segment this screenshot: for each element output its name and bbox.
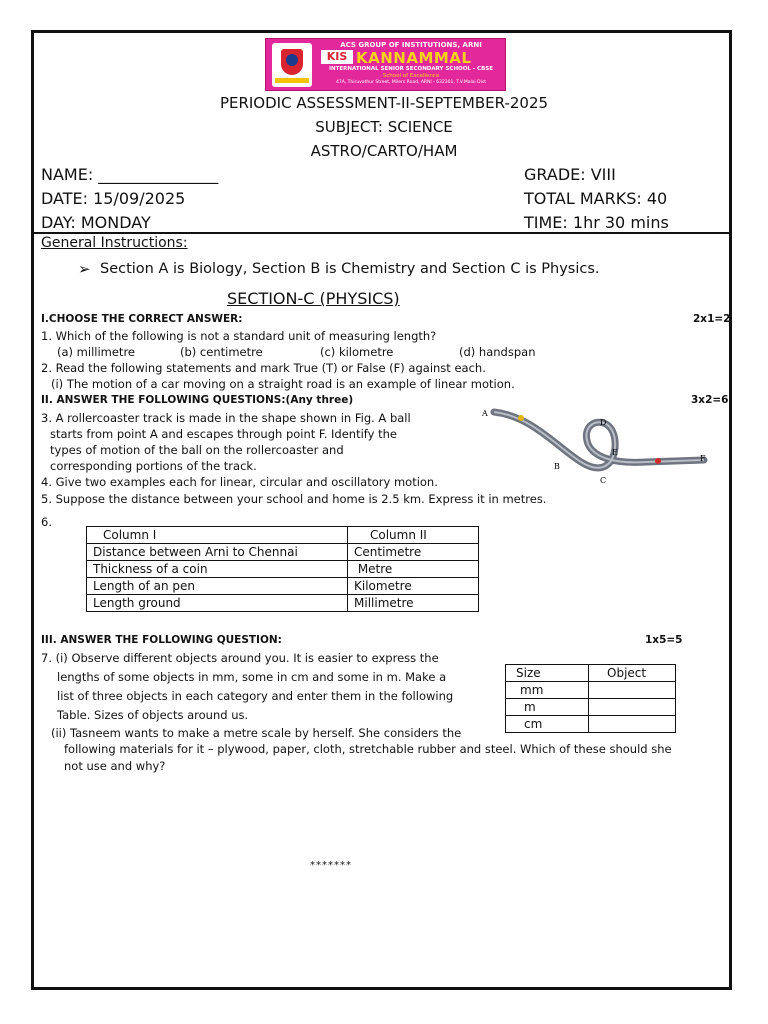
table-cell: Length of an pen (87, 578, 348, 595)
table-cell: m (506, 699, 589, 716)
table-row (506, 699, 676, 716)
student-name-field: NAME: _______________ (41, 165, 219, 184)
table-cell: cm (506, 716, 589, 733)
table-cell: Kilometre (348, 578, 479, 595)
question-1: 1. Which of the following is not a standard unit of measuring length? (41, 329, 437, 343)
logo-kis: KIS (321, 50, 353, 64)
table-row (87, 595, 479, 612)
end-of-paper-mark: ******* (310, 860, 352, 871)
q1-option-a: (a) millimetre (57, 345, 135, 359)
table-header-row (506, 665, 676, 682)
question-7-line-1: 7. (i) Observe different objects around you. It is easier to express the (41, 651, 439, 665)
size-table (505, 664, 676, 733)
question-7-line-3: list of three objects in each category and enter them in the following (57, 689, 454, 703)
table-header-cell: Column II (348, 527, 479, 544)
table-header-row (87, 527, 479, 544)
question-4: 4. Give two examples each for linear, circular and oscillatory motion. (41, 475, 438, 489)
table-row (87, 544, 479, 561)
table-cell: mm (506, 682, 589, 699)
ball-marker (518, 415, 524, 421)
fig-label-d: D (600, 418, 607, 427)
table-cell (589, 699, 676, 716)
table-cell: Thickness of a coin (87, 561, 348, 578)
part2-heading: II. ANSWER THE FOLLOWING QUESTIONS:(Any three) (41, 394, 354, 406)
exam-title: PERIODIC ASSESSMENT-II-SEPTEMBER-2025 (219, 94, 549, 112)
table-cell: Millimetre (348, 595, 479, 612)
table-header-cell: Size (506, 665, 589, 682)
logo-group-name: ACS GROUP OF INSTITUTIONS, ARNI (340, 41, 482, 49)
question-3-line-1: 3. A rollercoaster track is made in the shape shown in Fig. A ball (41, 411, 411, 425)
table-header-cell: Object (589, 665, 676, 682)
logo-school-name: KANNAMMAL (356, 49, 472, 67)
q1-option-c: (c) kilometre (320, 345, 394, 359)
fig-label-f: F (700, 454, 706, 463)
part2-marks: 3x2=6 (691, 394, 729, 406)
fig-label-c: C (600, 476, 607, 484)
fig-label-b: B (554, 462, 560, 471)
time-label: TIME: 1hr 30 mins (524, 213, 669, 232)
part3-marks: 1x5=5 (645, 634, 683, 646)
q1-option-d: (d) handspan (459, 345, 536, 359)
houses-title: ASTRO/CARTO/HAM (310, 142, 458, 160)
instruction-arrow-icon: ➢ (78, 260, 91, 278)
part1-heading: I.CHOOSE THE CORRECT ANSWER: (41, 313, 243, 325)
question-3-line-3: types of motion of the ball on the rollercoaster and (50, 443, 344, 457)
table-row (87, 578, 479, 595)
table-cell: Length ground (87, 595, 348, 612)
table-cell (589, 716, 676, 733)
header-divider (34, 232, 729, 234)
question-7-line-2: lengths of some objects in mm, some in cm and some in m. Make a (57, 670, 447, 684)
question-5: 5. Suppose the distance between your school and home is 2.5 km. Express it in metres. (41, 492, 547, 506)
school-emblem-icon (272, 43, 312, 87)
section-title: SECTION-C (PHYSICS) (227, 289, 400, 308)
table-row (87, 561, 479, 578)
question-2-statement: (i) The motion of a car moving on a straight road is an example of linear motion. (51, 377, 515, 391)
exit-marker (655, 458, 661, 464)
table-header-cell: Column I (87, 527, 348, 544)
fig-label-a: A (482, 409, 488, 418)
table-cell: Centimetre (348, 544, 479, 561)
table-row (506, 682, 676, 699)
table-cell: Distance between Arni to Chennai (87, 544, 348, 561)
part3-heading: III. ANSWER THE FOLLOWING QUESTION: (41, 634, 282, 646)
question-7-ii-line-3: not use and why? (64, 759, 166, 773)
subject-title: SUBJECT: SCIENCE (315, 118, 453, 136)
logo-line-2: School of Excellence (382, 73, 440, 79)
fig-label-e: E (612, 448, 618, 457)
table-cell (589, 682, 676, 699)
date-label: DATE: 15/09/2025 (41, 189, 186, 208)
grade-label: GRADE: VIII (524, 165, 616, 184)
question-3-line-4: corresponding portions of the track. (50, 459, 257, 473)
logo-line-3: 47A, Thiruvathur Street, Milers Road, ARNI - 632301, T.V.Malai Dist (335, 80, 486, 85)
logo-line-1: INTERNATIONAL SENIOR SECONDARY SCHOOL - CBSE (329, 66, 493, 72)
question-7-line-4: Table. Sizes of objects around us. (57, 708, 249, 722)
instruction-text: Section A is Biology, Section B is Chemistry and Section C is Physics. (100, 261, 600, 277)
q1-option-b: (b) centimetre (180, 345, 263, 359)
question-7-ii-line-1: (ii) Tasneem wants to make a metre scale by herself. She considers the (51, 726, 462, 740)
match-table (86, 526, 479, 612)
question-6: 6. (41, 515, 52, 529)
table-cell: Metre (348, 561, 479, 578)
table-row (506, 716, 676, 733)
instructions-heading: General Instructions: (41, 235, 188, 251)
question-7-ii-line-2: following materials for it – plywood, paper, cloth, stretchable rubber and steel. Which of these should she (64, 742, 672, 756)
total-marks-label: TOTAL MARKS: 40 (524, 189, 668, 208)
part1-marks: 2x1=2 (693, 313, 731, 325)
question-2: 2. Read the following statements and mark True (T) or False (F) against each. (41, 361, 486, 375)
day-label: DAY: MONDAY (41, 213, 151, 232)
question-3-line-2: starts from point A and escapes through point F. Identify the (50, 427, 397, 441)
rollercoaster-figure (476, 406, 712, 484)
school-logo (265, 38, 506, 91)
